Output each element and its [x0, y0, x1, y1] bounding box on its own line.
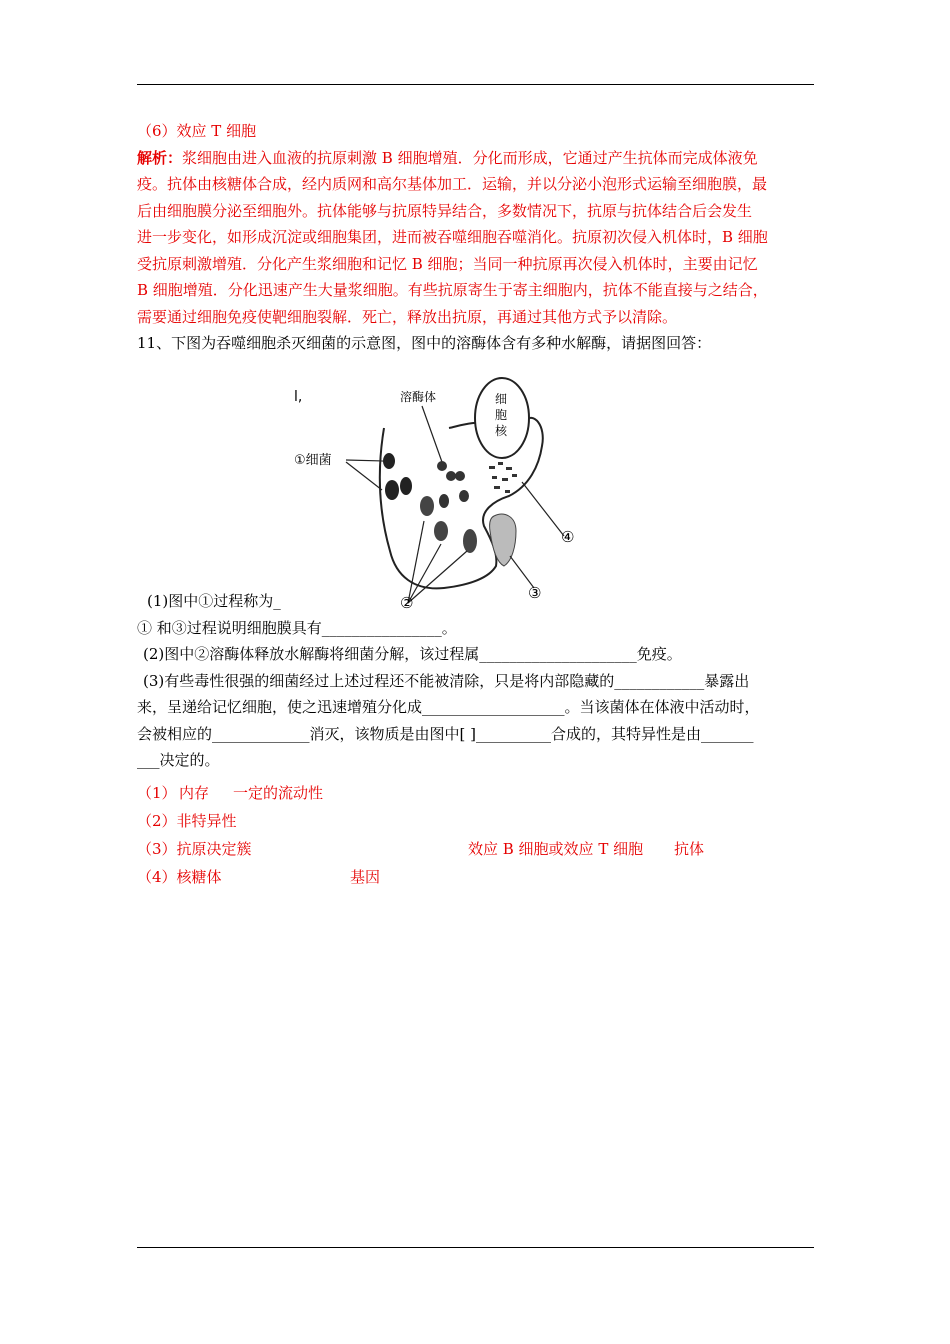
marker-4: ④ [561, 528, 575, 546]
page-content [137, 118, 814, 357]
analysis-line: 后由细胞膜分泌至细胞外。抗体能够与抗原特异结合，多数情况下，抗原与抗体结合后会发生 [137, 201, 753, 220]
nucleus-label-3: 核 [495, 424, 508, 438]
bacterium [385, 480, 399, 500]
analysis-line: 进一步变化，如形成沉淀或细胞集团，进而被吞噬细胞吞噬消化。抗原初次侵入机体时，B 细胞 [137, 228, 768, 246]
analysis-line: B 细胞增殖．分化迅速产生大量浆细胞。有些抗原寄生于寄主细胞内，抗体不能直接与之结合， [137, 281, 768, 299]
answer-1-part2: 一定的流动性 [233, 784, 324, 802]
question-2: (2)图中②溶酶体释放水解酶将细菌分解，该过程属_____________________免疫。 [143, 645, 682, 663]
answer-1-number: （1） [137, 784, 177, 802]
analysis-line: 受抗原刺激增殖．分化产生浆细胞和记忆 B 细胞；当同一种抗原再次侵入机体时，主要由记忆 [137, 254, 758, 273]
question-stem: 11、下图为吞噬细胞杀灭细菌的示意图，图中的溶酶体含有多种水解酶，请据图回答： [137, 334, 712, 352]
question-3-line2: 来，呈递给记忆细胞，使之迅速增殖分化成___________________。当该菌体在体液中活动时， [137, 698, 760, 716]
question-3-line4: ___决定的。 [137, 751, 220, 769]
bacteria-label: ①细菌 [294, 453, 332, 468]
analysis-line: 浆细胞由进入血液的抗原刺激 B 细胞增殖．分化而形成，它通过产生抗体而完成体液免 [182, 148, 758, 167]
phagosome [434, 521, 448, 541]
lysosome [446, 471, 456, 481]
phagocyte-diagram [284, 366, 576, 614]
previous-answer: （6）效应 T 细胞 [137, 122, 257, 140]
question-3-line1: (3)有些毒性很强的细菌经过上述过程还不能被清除，只是将内部隐藏的____________暴露出 [143, 671, 750, 690]
corner-mark: l, [294, 389, 303, 405]
answer-4-part2: 基因 [350, 868, 381, 886]
question-3-line3: 会被相应的_____________消灭，该物质是由图中[ ]__________合成的，其特异性是由_______ [137, 724, 754, 743]
answer-1-part1: 内存 [179, 784, 210, 802]
lysosome [437, 461, 447, 471]
lysosome-label: 溶酶体 [400, 390, 437, 404]
answers-block [137, 780, 814, 900]
phagosome [439, 494, 449, 508]
lysosome [455, 471, 465, 481]
question-1-line2: ① 和③过程说明细胞膜具有________________。 [137, 618, 457, 637]
header-rule [137, 84, 814, 85]
answer-3-part3: 抗体 [674, 840, 705, 858]
phagosome [459, 490, 469, 502]
analysis-line: 疫。抗体由核糖体合成，经内质网和高尔基体加工．运输，并以分泌小泡形式运输至细胞膜，最 [137, 175, 768, 193]
bacterium [400, 477, 412, 495]
analysis-paragraph [137, 145, 814, 331]
questions-block [137, 588, 814, 774]
footer-rule [137, 1247, 814, 1248]
analysis-line: 需要通过细胞免疫使靶细胞裂解．死亡，释放出抗原，再通过其他方式予以清除。 [137, 307, 678, 326]
marker-2: ② [400, 594, 414, 612]
phagosome [420, 496, 434, 516]
marker-3: ③ [528, 584, 542, 602]
bacterium [383, 453, 395, 469]
answer-3-part2: 效应 B 细胞或效应 T 细胞 [468, 840, 644, 858]
answer-2: （2）非特异性 [137, 812, 237, 830]
question-1-line1: (1)图中①过程称为_ [147, 592, 281, 610]
phagosome [463, 529, 477, 553]
answer-4-part1: （4）核糖体 [137, 868, 222, 886]
nucleus-label-2: 胞 [495, 408, 508, 422]
answer-3-part1: （3）抗原决定簇 [137, 840, 252, 858]
analysis-label: 解析： [137, 148, 183, 167]
nucleus-label-1: 细 [495, 392, 508, 406]
